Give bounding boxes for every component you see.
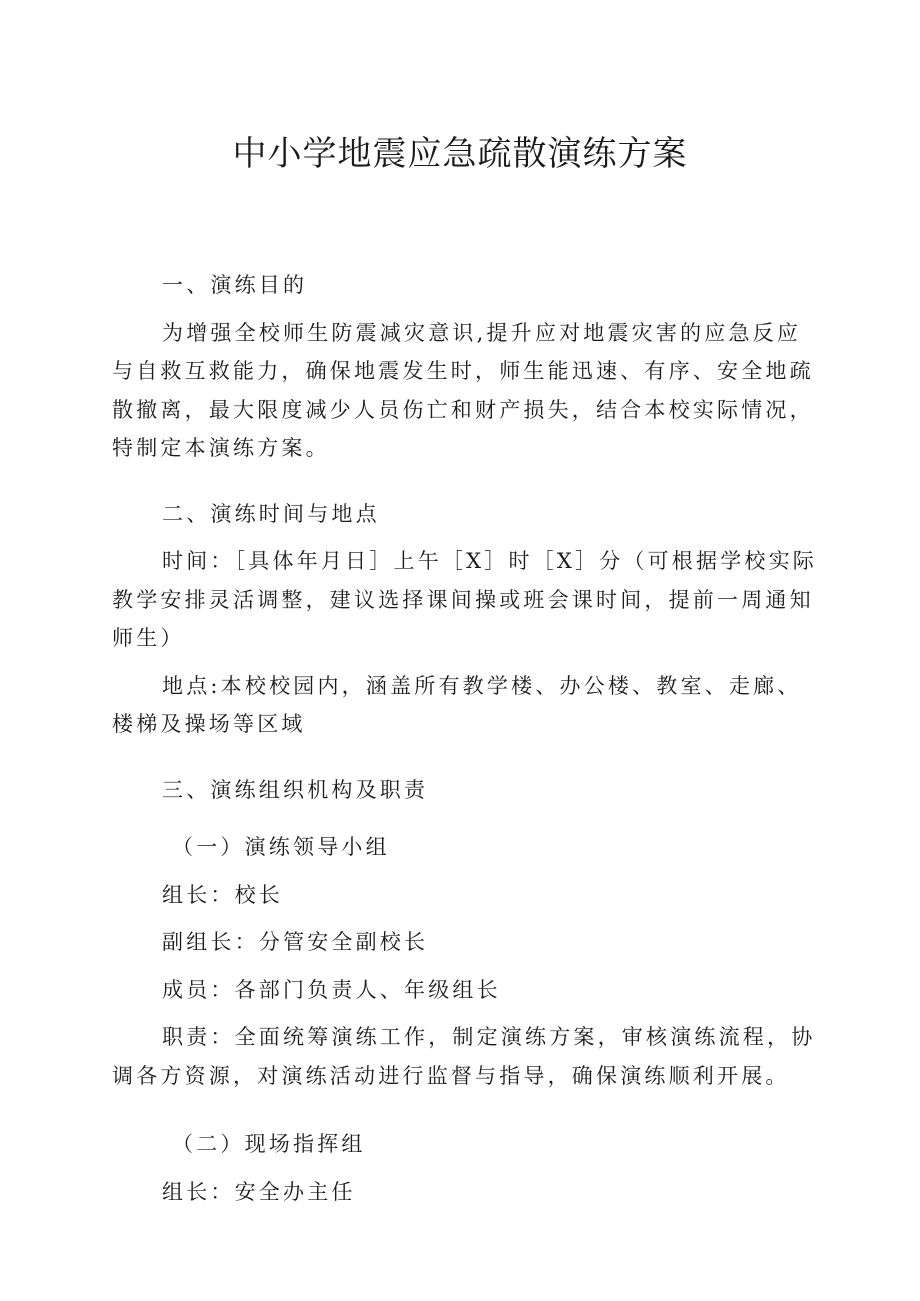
- section3-heading: 三、演练组织机构及职责: [162, 777, 429, 802]
- group2-heading: （二）现场指挥组: [172, 1132, 366, 1156]
- group1-duties: 职责：全面统筹演练工作，制定演练方案，审核演练流程，协调各方资源，对演练活动进行监督与指导，确保演练顺利开展。: [112, 1025, 816, 1088]
- group1-members: 成员：各部门负责人、年级组长: [162, 977, 501, 1002]
- section2-heading: 二、演练时间与地点: [162, 501, 380, 526]
- section2-location: 地点:本校校园内，涵盖所有教学楼、办公楼、教室、走廊、楼梯及操场等区域: [112, 673, 802, 736]
- section1-heading: 一、演练目的: [162, 273, 308, 297]
- document-title: 中小学地震应急疏散演练方案: [232, 134, 688, 174]
- group1-heading: （一）演练领导小组: [172, 835, 390, 859]
- group2-leader: 组长：安全办主任: [162, 1179, 356, 1204]
- group1-deputy: 副组长：分管安全副校长: [162, 930, 429, 954]
- section1-paragraph: 为增强全校师生防震减灾意识,提升应对地震灾害的应急反应与自救互救能力，确保地震发生时，师生能迅速、有序、安全地疏散撤离，最大限度减少人员伤亡和财产损失，结合本校实际情况，特制定本演练方案。: [112, 320, 814, 460]
- section2-time: 时间：［具体年月日］上午［X］时［X］分（可根据学校实际教学安排灵活调整，建议选择课间操或班会课时间，提前一周通知师生）: [112, 549, 817, 650]
- group1-leader: 组长：校长: [162, 882, 283, 907]
- document-body: [112, 266, 824, 1211]
